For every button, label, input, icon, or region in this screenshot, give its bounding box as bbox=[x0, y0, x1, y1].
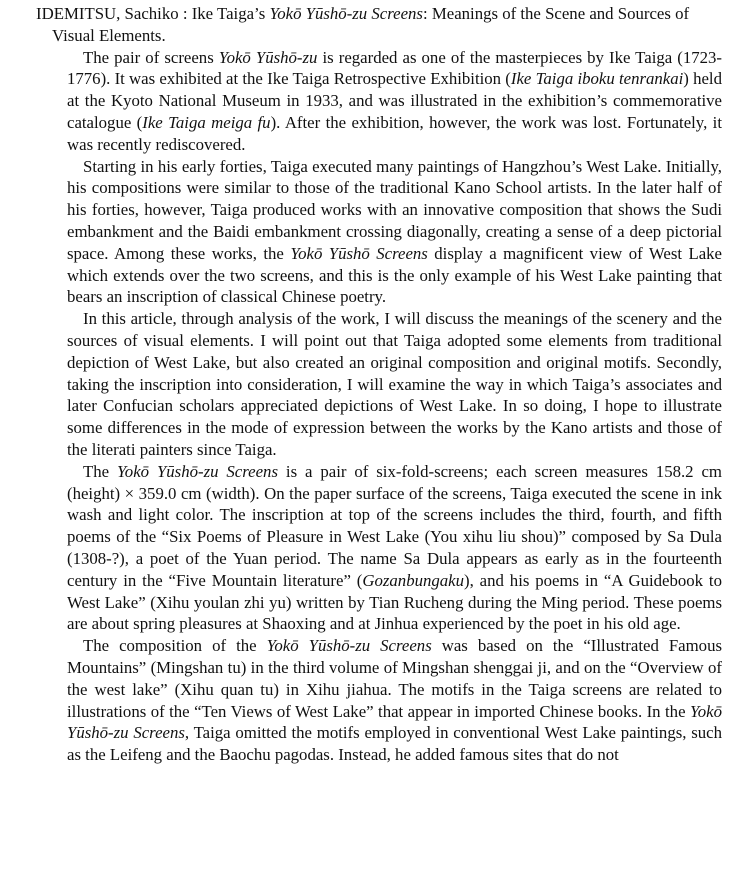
article-heading bbox=[36, 3, 722, 47]
text-segment: ). After the exhibition, however, the work was lost. Fortunately, it was recently rediscovered. bbox=[67, 112, 722, 154]
italic-text-segment: Ike Taiga meiga fu bbox=[142, 112, 271, 132]
text-segment: , Taiga omitted the motifs employed in conventional West Lake paintings, such as the Leifeng and the Baochu pagodas. Instead, he added famous sites that do not bbox=[67, 723, 722, 765]
text-segment: In this article, through analysis of the work, I will discuss the meanings of the scenery and the sources of visual elements. I will point out that Taiga adopted some elements from traditional depiction of West Lake, but also created an original composition and original motifs. Secondly, taking the inscription into consideration, I will examine the way in which Taiga’s associates and later Confucian scholars appreciated depictions of West Lake. In so doing, I hope to illustrate some differences in the mode of expression between the works by the Kano artists and those of the literati painters since Taiga. bbox=[67, 309, 722, 459]
body-paragraph bbox=[36, 156, 722, 309]
text-segment: The bbox=[83, 461, 118, 481]
body-paragraph bbox=[36, 308, 722, 461]
text-segment: The composition of the bbox=[83, 636, 267, 656]
article-body bbox=[36, 47, 722, 766]
title-italic: Yokō Yūshō-zu Screens bbox=[269, 4, 423, 23]
text-segment: is regarded as one of the masterpieces by Ike Taiga (1723-1776). It was exhibited at the Ike Taiga Retrospective Exhibition ( bbox=[67, 47, 723, 89]
italic-text-segment: Gozanbungaku bbox=[362, 570, 464, 590]
author-title-separator: : bbox=[178, 4, 192, 23]
italic-text-segment: Yokō Yūshō-zu Screens bbox=[266, 636, 432, 656]
author-name: IDEMITSU, Sachiko bbox=[36, 4, 179, 23]
title-suffix: : Meanings of the Scene and Sources of Visual Elements. bbox=[52, 4, 690, 45]
italic-text-segment: Yokō Yūshō Screens bbox=[290, 243, 428, 263]
body-paragraph bbox=[36, 635, 722, 766]
italic-text-segment: Yokō Yūshō-zu Screens bbox=[117, 461, 278, 481]
text-segment: ) held at the Kyoto National Museum in 1933, and was illustrated in the exhibition’s commemorative catalogue ( bbox=[67, 69, 722, 132]
body-paragraph bbox=[36, 47, 722, 156]
italic-text-segment: Yokō Yūshō-zu bbox=[218, 47, 318, 67]
text-segment: ), and his poems in “A Guidebook to West Lake” (Xihu youlan zhi yu) written by Tian Rucheng during the Ming period. These poems are about spring pleasures at Shaoxing and at Jinhua experienced by the poet in his old age. bbox=[67, 570, 722, 634]
italic-text-segment: Yokō Yūshō-zu Screens bbox=[67, 701, 722, 743]
text-segment: is a pair of six-fold-screens; each screen measures 158.2 cm (height) × 359.0 cm (width). On the paper surface of the screens, Taiga executed the scene in ink wash and light color. The inscription at top of the screens includes the third, fourth, and fifth poems of the “Six Poems of Pleasure in West Lake (You xihu liu shou)” composed by Sa Dula (1308-?), a poet of the Yuan period. The name Sa Dula appears as early as in the fourteenth century in the “Five Mountain literature” ( bbox=[67, 461, 722, 590]
text-segment: was based on the “Illustrated Famous Mountains” (Mingshan tu) in the third volume of Mingshan shenggai ji, and on the “Overview of the west lake” (Xihu quan tu) in Xihu jiahua. The motifs in the Taiga screens are related to illustrations of the “Ten Views of West Lake” that appear in imported Chinese books. In the bbox=[67, 636, 722, 721]
body-paragraph bbox=[36, 461, 722, 635]
text-segment: The pair of screens bbox=[83, 47, 219, 67]
italic-text-segment: Ike Taiga iboku tenrankai bbox=[510, 69, 684, 89]
text-segment: display a magnificent view of West Lake which extends over the two screens, and this is the only example of his West Lake painting that bears an inscription of classical Chinese poetry. bbox=[67, 243, 722, 307]
title-prefix: Ike Taiga’s bbox=[191, 4, 270, 23]
text-segment: Starting in his early forties, Taiga executed many paintings of Hangzhou’s West Lake. Initially, his compositions were similar to those of the traditional Kano School artists. In the later half of his forties, however, Taiga produced works with an innovative composition that shows the Sudi embankment and the Baidi embankment crossing diagonally, creating a sense of a deep pictorial space. Among these works, the bbox=[67, 156, 722, 263]
